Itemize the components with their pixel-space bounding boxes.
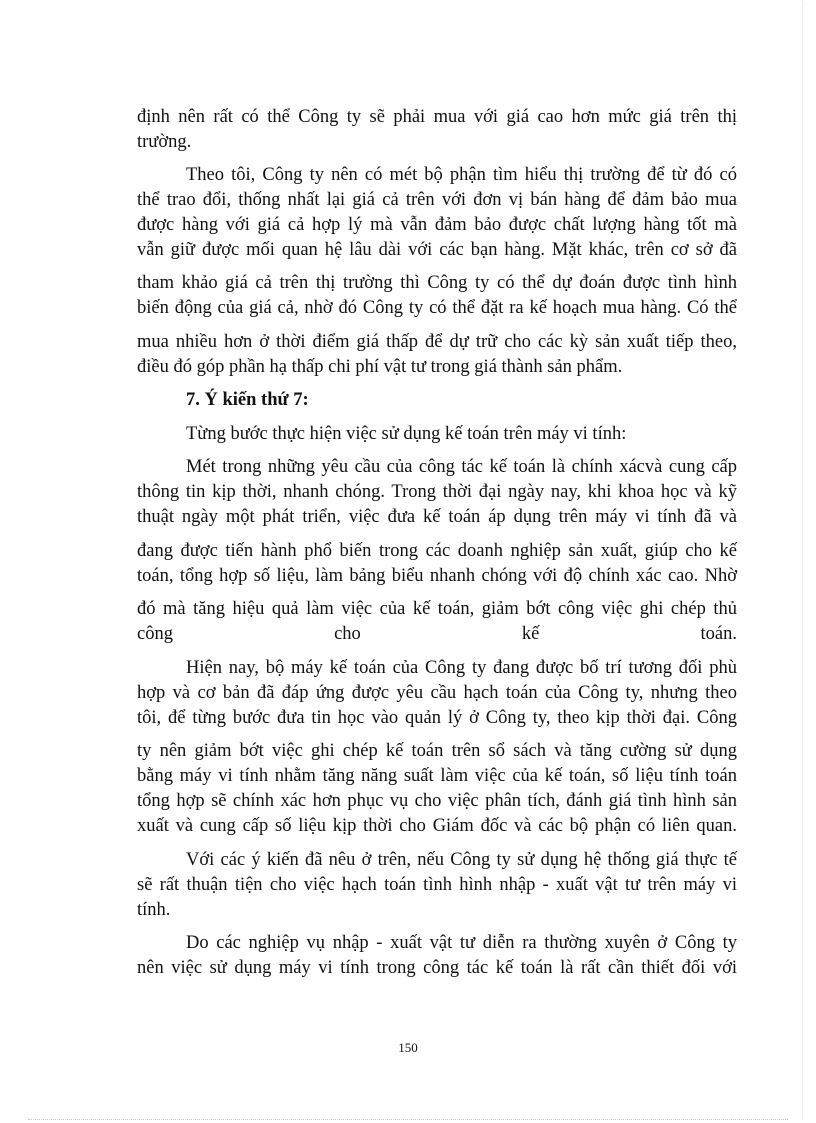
text-line: đó mà tăng hiệu quả làm việc của kế toán, giảm bớt công việc ghi chép thủ: [137, 599, 737, 619]
text-line: định nên rất có thể Công ty sẽ phải mua với giá cao hơn mức giá trên thị: [137, 107, 737, 127]
word: kế: [521, 624, 540, 644]
text-line: thể trao đổi, thống nhất lại giá cả trên với đơn vị bán hàng để đảm bảo mua: [137, 190, 737, 210]
text-line: trường.: [137, 132, 192, 152]
word: toán.: [700, 624, 737, 644]
text-line: tính.: [137, 900, 171, 920]
text-line: vẫn giữ được mối quan hệ lâu dài với các bạn hàng. Mặt khác, trên cơ sở đã: [137, 240, 737, 260]
text-line: được hàng với giá cả hợp lý mà vẫn đảm bảo được chất lượng hàng tốt mà: [137, 215, 737, 235]
text-line: Mét trong những yêu cầu của công tác kế toán là chính xácvà cung cấp: [186, 457, 737, 477]
text-line: thông tin kịp thời, nhanh chóng. Trong thời đại ngày nay, khi khoa học và kỹ: [137, 482, 737, 502]
text-line: Do các nghiệp vụ nhập - xuất vật tư diễn ra thường xuyên ở Công ty: [186, 933, 737, 953]
text-line: thuật ngày một phát triển, việc đưa kế toán áp dụng trên máy vi tính đã và: [137, 507, 737, 527]
text-line: tôi, để từng bước đưa tin học vào quản lý ở Công ty, theo kịp thời đại. Công: [137, 708, 737, 728]
text-line: Với các ý kiến đã nêu ở trên, nếu Công ty sử dụng hệ thống giá thực tế: [186, 850, 737, 870]
text-line: mua nhiều hơn ở thời điểm giá thấp để dự trữ cho các kỳ sản xuất tiếp theo,: [137, 332, 737, 352]
text-line: tổng hợp sẽ chính xác hơn phục vụ cho việc phân tích, đánh giá tình hình sản: [137, 791, 737, 811]
word: công: [137, 624, 173, 644]
text-line: Hiện nay, bộ máy kế toán của Công ty đang được bố trí tương đối phù: [186, 658, 737, 678]
text-line: toán, tổng hợp số liệu, làm bảng biểu nhanh chóng với độ chính xác cao. Nhờ: [137, 566, 737, 586]
text-line: Từng bước thực hiện việc sử dụng kế toán trên máy vi tính:: [186, 424, 627, 444]
text-line: sẽ rất thuận tiện cho việc hạch toán tình hình nhập - xuất vật tư trên máy vi: [137, 875, 737, 895]
text-line: tham khảo giá cả trên thị trường thì Công ty có thể dự đoán được tình hình: [137, 273, 737, 293]
text-line: xuất và cung cấp số liệu kịp thời cho Giám đốc và các bộ phận có liên quan.: [137, 816, 737, 836]
page-number: 150: [398, 1040, 418, 1055]
text-line: điều đó góp phần hạ thấp chi phí vật tư trong giá thành sản phẩm.: [137, 357, 623, 377]
page-right-border: [802, 0, 803, 1120]
text-line: bằng máy vi tính nhằm tăng năng suất làm việc của kế toán, số liệu tính toán: [137, 766, 737, 786]
text-line: ty nên giảm bớt việc ghi chép kế toán trên sổ sách và tăng cường sử dụng: [137, 741, 737, 761]
text-line: Theo tôi, Công ty nên có mét bộ phận tìm hiểu thị trường để từ đó có: [186, 165, 737, 185]
section-heading: 7. Ý kiến thứ 7:: [186, 390, 309, 410]
text-line: nên việc sử dụng máy vi tính trong công tác kế toán là rất cần thiết đối với: [137, 958, 737, 978]
text-line: hợp và cơ bản đã đáp ứng được yêu cầu hạch toán của Công ty, nhưng theo: [137, 683, 737, 703]
justified-line: [137, 623, 737, 645]
text-line: đang được tiến hành phổ biến trong các doanh nghiệp sản xuất, giúp cho kế: [137, 541, 737, 561]
word: cho: [334, 624, 361, 644]
text-line: biến động của giá cả, nhờ đó Công ty có thể đặt ra kế hoạch mua hàng. Có thể: [137, 298, 737, 318]
page-bottom-border: [28, 1119, 788, 1120]
